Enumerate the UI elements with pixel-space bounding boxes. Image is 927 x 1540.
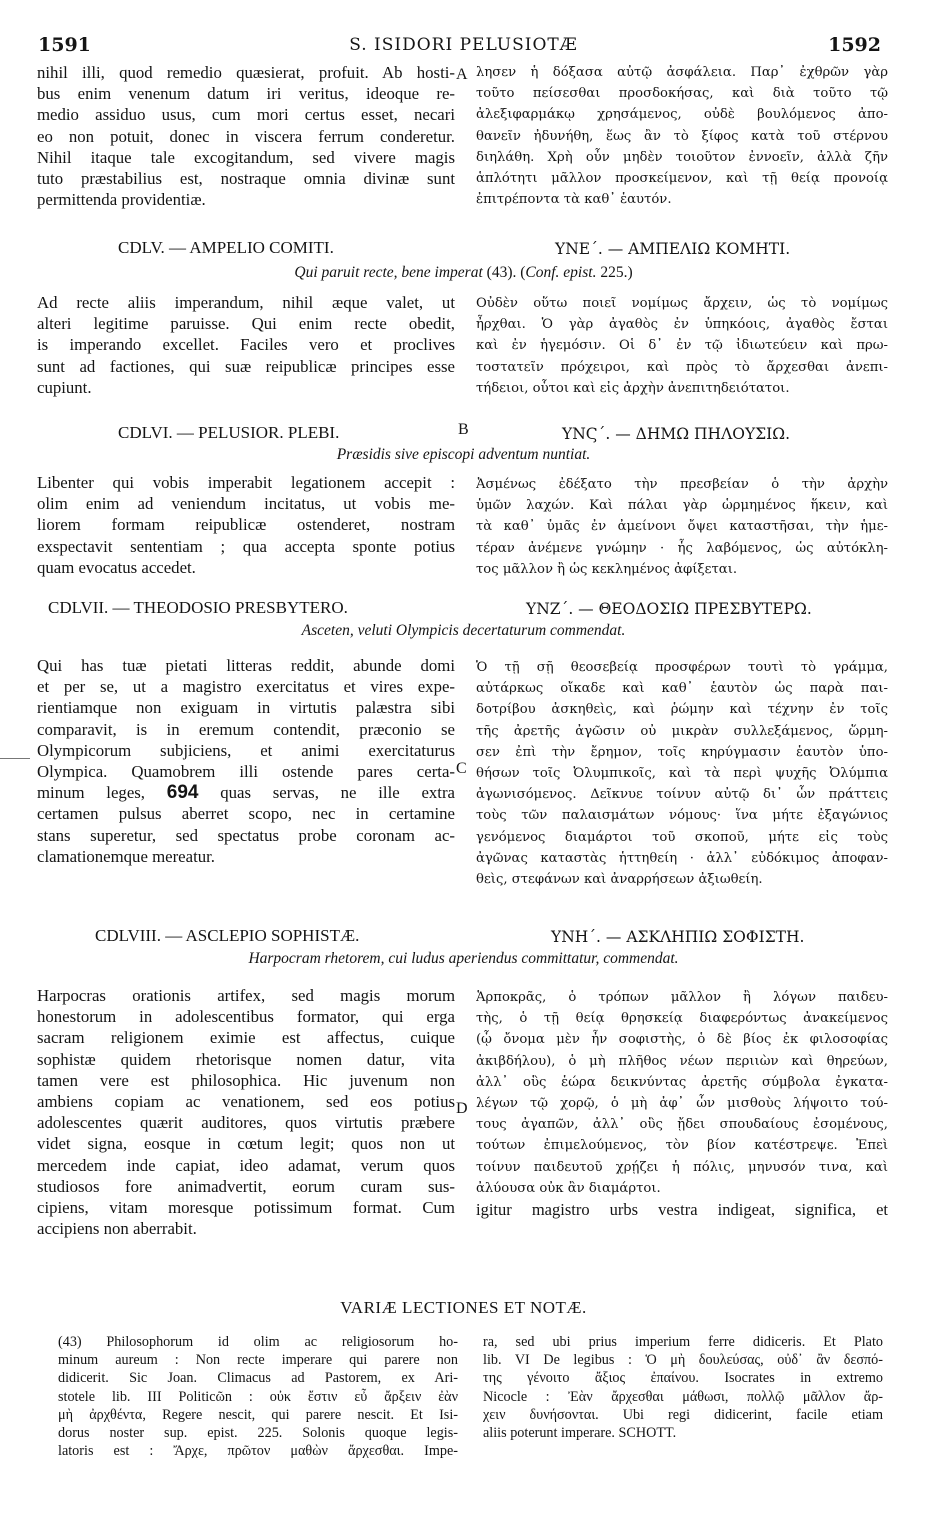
latin-column-continuation xyxy=(37,62,455,210)
text-line: θεὶς, στεφάνων καὶ ἀναρρήσεων ἀξιωθείη. xyxy=(476,872,763,888)
text-line: σεν ἐπὶ τὴν ἔρημον, τοῖς κηρύγμασιν ἑαυτὸν ὑπο- xyxy=(476,744,888,760)
text-line: exspectavit sententiam ; qua accepta sponte potius xyxy=(37,536,455,556)
text-line: ἀλύουσα οὐκ ἂν διαμάρτοι. xyxy=(476,1180,661,1196)
text-line: θήσων τοῖς Ὀλυμπικοῖς, καὶ τὰ περὶ ψυχῆς Ὀλύμπια xyxy=(476,766,888,782)
text-line: τοῦτο πείσεσθαι προσδοκήσας, καὶ διὰ τοῦτο τῷ xyxy=(476,86,888,102)
text-line: τὴς, ὁ τῇ θείᾳ θρησκείᾳ διαφερόντως ἀνακείμενος xyxy=(476,1011,888,1027)
latin-column xyxy=(37,985,455,1239)
note-line: didicerit. Sic Joan. Climacus ad Pastorem, ex Ari- xyxy=(58,1370,458,1387)
letter-title-latin: CDLVII. — THEODOSIO PRESBYTERO. xyxy=(48,598,348,617)
text-line: permittenda providentiæ. xyxy=(37,190,206,210)
greek-column xyxy=(476,987,888,1220)
margin-letter-c: C xyxy=(456,760,467,777)
note-line: της γένοιτο ἄξιος ἐπαίνου. Isocrates in extremo xyxy=(483,1370,883,1387)
text-line: καὶ ἐν ἡγεμόσιν. Οἱ δ᾽ ἐν τῷ ἰδιωτεύειν καὶ πρω- xyxy=(476,338,888,354)
note-line: (43) Philosophorum id olim ac religiosorum ho- xyxy=(58,1334,458,1350)
note-line: μὴ ἀρχθέντα, Regere nescit, qui parere nescit. Et Isi- xyxy=(58,1406,458,1423)
margin-rule xyxy=(0,758,30,759)
note-line: dorus noster sup. epist. 225. Solonis quoque legis- xyxy=(58,1425,458,1442)
letter-summary: Asceten, veluti Olympicis decertaturum commendat. xyxy=(301,622,626,639)
text-line: olim enim ad veniendum incitatus, ut vobis me- xyxy=(37,494,455,514)
text-line: Harpocras orationis artifex, sed magis morum xyxy=(37,986,455,1005)
text-line: Ἀσμένως ἐδέξατο τὴν πρεσβείαν ὁ τὴν ἀρχὴν xyxy=(476,477,888,492)
text-line: quam evocatus accedet. xyxy=(37,557,196,577)
text-line: adolescentes quærit auditores, quos virtutis præbere xyxy=(37,1113,455,1133)
summary-ref-start: (43). ( xyxy=(486,264,526,281)
text-line: (ᾧ ὄνομα μὲν ἦν σοφιστὴς, ὁ δὲ βίος ἐκ φιλοσοφίας xyxy=(476,1032,888,1048)
margin-letter-b: B xyxy=(458,421,469,438)
text-line: Ad recte aliis imperandum, nihil æque valet, ut xyxy=(37,293,455,312)
letter-title-greek: ΥΝΗ΄. — ΑΣΚΛΗΠΙΩ ΣΟΦΙΣΤΗ. xyxy=(551,928,805,946)
column-number: 694 xyxy=(166,782,199,804)
text-line: τους ἀγαπῶν, ἀλλ᾽ οὓς ᾔδει σπουδαίους ἐσομένους, xyxy=(476,1117,888,1133)
text-line: liorem formam reipublicæ ostenderet, nostram xyxy=(37,515,455,535)
latin-column xyxy=(37,292,455,398)
text-line: ἀλλ᾽ οὓς ἑώρα δεικνύντας ἀρετῆς σύμβολα ἐγκατα- xyxy=(476,1074,888,1090)
text-segment: quas servas, ne ille extra xyxy=(220,783,455,803)
text-line: τοίνυν παιδευτοῦ χρῄζει ἡ πόλις, μηνυσόν τινα, καὶ xyxy=(476,1159,888,1175)
note-line: stotele lib. III Politicῶn : οὐκ ἔστιν εὖ ἄρξειν ἐὰν xyxy=(58,1388,458,1405)
text-line: Olympica. Quamobrem illi ostende pares certa- xyxy=(37,762,455,782)
text-line: Οὐδὲν οὕτω ποιεῖ νομίμως ἄρχειν, ὡς τὸ νομίμως xyxy=(476,296,888,311)
letter-title-latin: CDLVI. — PELUSIOR. PLEBI. xyxy=(118,423,340,442)
text-line: λέγων τῷ χορῷ, ὁ μὴ ἀφ᾽ ὧν μισθοὺς λήψοιτο τού- xyxy=(476,1096,888,1112)
letter-title-greek: ΥΝΖ΄. — ΘΕΟΔΟΣΙΩ ΠΡΕΣΒΥΤΕΡΩ. xyxy=(526,600,812,618)
latin-column xyxy=(37,655,455,867)
text-line: λησεν ἡ δόξασα αὐτῷ ἀσφάλεια. Παρ᾽ ἐχθρῶν γὰρ xyxy=(476,65,888,80)
text-line: ἀγωνισόμενος. Δεῖκνυε τοίνυν αὐτῷ δι᾽ ὧν πράττεις xyxy=(476,787,888,803)
text-line: γενόμενος διαμάρτοι τοῦ σκοποῦ, μήτε εἰς τοὺς xyxy=(476,829,888,845)
text-line: eo non potuit, donec in viscera ferrum conderetur. xyxy=(37,126,455,146)
left-page-number: 1591 xyxy=(38,34,91,56)
greek-column-continuation xyxy=(476,62,888,210)
text-line: clamationemque mereatur. xyxy=(37,846,215,866)
note-line: Nicocle : Ἐὰν ἄρχεσθαι μάθωσι, πολλῷ μᾶλλον ἄρ- xyxy=(483,1388,883,1405)
text-line: sophistæ quidem rhetorisque nomen datur, vita xyxy=(37,1049,455,1069)
page-header xyxy=(0,34,927,58)
text-line: τοστατεῖν πρόχειροι, καὶ πρὸς τὸ ἄρχεσθαι ἀνεπι- xyxy=(476,359,888,375)
text-line: τὰ καθ᾽ ὑμᾶς ἐν ἀμείνονι ὄψει καταστῆσαι, τὴν ἡμε- xyxy=(476,519,888,535)
text-line: ἀλεξιφαρμάκῳ χρησάμενος, οὐδὲ βουλόμενος ἀπο- xyxy=(476,107,888,123)
text-line: bus enim venenum datum iri veritus, ideoque re- xyxy=(37,84,455,104)
text-line: ὑμῶν λαχών. Καὶ πάλαι γὰρ ὡρμημένος ἥκειν, καὶ xyxy=(476,498,888,514)
text-line: διηλάθη. Χρὴ οὖν μηδὲν τοιοῦτον ἐννοεῖν, ἀλλὰ ζῆν xyxy=(476,149,888,165)
summary-reference xyxy=(487,264,633,281)
text-line: τούτων ἐπιμελούμενος, τὸν βίον κατέστρεψε. Ἐπεὶ xyxy=(476,1138,888,1154)
letter-summary: Harpocram rhetorem, cui ludus aperiendus committatur, commendat. xyxy=(248,950,679,967)
text-line: tamen vere est philosophica. Hic juvenum non xyxy=(37,1070,455,1090)
text-line: Ὁ τῇ σῇ θεοσεβείᾳ προσφέρων τουτὶ τὸ γράμμα, xyxy=(476,660,888,675)
summary-ref-end: 225.) xyxy=(596,264,633,281)
latin-column xyxy=(37,472,455,578)
summary-ref-italic: Conf. epist. xyxy=(525,264,597,281)
letter-title-greek: ΥΝϚ΄. — ΔΗΜΩ ΠΗΛΟΥΣΙΩ. xyxy=(562,425,791,443)
text-line: rientiamque non exiguam in virtutis palæstra sibi xyxy=(37,698,455,718)
text-line: τήδειοι, οὗτοι καὶ εἰς ἀρχὴν ἀνεπιτηδειότατοι. xyxy=(476,380,790,396)
letter-summary: Præsidis sive episcopi adventum nuntiat. xyxy=(336,446,591,463)
letter-title-greek: ΥΝΕ΄. — ΑΜΠΕΛΙΩ ΚΟΜΗΤΙ. xyxy=(555,240,791,258)
margin-letter-a: A xyxy=(456,66,468,83)
note-line: aliis poterunt imperare. SCHOTT. xyxy=(483,1425,677,1442)
margin-letter-d: D xyxy=(456,1100,468,1117)
text-line: medio assiduo usus, cum mori certus esset, necari xyxy=(37,105,455,125)
text-line: ἁπλότητι μᾶλλον προσκείμενον, καὶ τῇ θείᾳ προνοίᾳ xyxy=(476,171,888,187)
running-title: S. ISIDORI PELUSIOTÆ xyxy=(349,35,578,55)
text-line: sacram religionem eximie est affectus, cuique xyxy=(37,1028,455,1048)
text-line: ἐπιτρέποντα τὰ καθ᾽ ἑαυτόν. xyxy=(476,192,672,208)
note-line: ra, sed ubi prius imperium ferre didiceris. Et Plato xyxy=(483,1334,883,1350)
text-line: τῆς ἀρετῆς ἀγῶσιν οὐ μικρὰν συλλεξάμενος, ὥρμη- xyxy=(476,723,888,739)
text-line: tuto præstabilius est, nostraque omnia divinæ sunt xyxy=(37,169,455,189)
text-line: sunt ad factiones, qui suæ reipublicæ principes esse xyxy=(37,356,455,376)
text-line: ἀγῶνας καταστὰς ἡττηθείη · ἀλλ᾽ εὐδόκιμος ἀποφαν- xyxy=(476,850,888,866)
note-line: lib. VI De legibus : Ὁ μὴ δουλεύσας, οὐδ᾽ ἂν δεσπό- xyxy=(483,1352,883,1369)
text-line: stans superetur, sed spectatus probe coronam ac- xyxy=(37,825,455,845)
letter-title-latin: CDLVIII. — ASCLEPIO SOPHISTÆ. xyxy=(95,926,360,945)
text-line-latin: igitur magistro urbs vestra indigeat, significa, et xyxy=(476,1200,888,1220)
text-line: accipiens non aberrabit. xyxy=(37,1219,197,1239)
summary-text: Qui paruit recte, bene imperat xyxy=(294,264,483,281)
text-line: mercedem inde capiat, ideo adamat, verum quos xyxy=(37,1155,455,1175)
note-line: minum aureum : Non recte imperare qui parere non xyxy=(58,1352,458,1369)
text-line: Libenter qui vobis imperabit legationem accepit : xyxy=(37,473,455,492)
text-line: τέραν ἀνέμενε γνώμην · ἧς λαβόμενος, ὡς αὐτόκλη- xyxy=(476,540,888,556)
notes-left-column xyxy=(58,1333,458,1460)
text-line: certamen pulsus aberret scopo, nec in certamine xyxy=(37,804,455,824)
text-line: is imperando excellet. Faciles vero et proclives xyxy=(37,335,455,355)
notes-right-column xyxy=(483,1333,883,1442)
text-line: αὐτάρκως οἴκαδε καὶ καθ᾽ ἑαυτὸν ὡς παρὰ παι- xyxy=(476,681,888,697)
greek-column xyxy=(476,657,888,890)
text-line: θανεῖν ἠδυνήθη, ἕως ἂν τὸ ξίφος κατὰ τοῦ στέρνου xyxy=(476,128,888,144)
text-segment: minum leges, xyxy=(37,783,145,803)
right-page-number: 1592 xyxy=(828,34,881,56)
text-line: Qui has tuæ pietati litteras reddit, abunde domi xyxy=(37,656,455,675)
text-line: ambiens copiam ac venationem, sed eos potius xyxy=(37,1092,455,1112)
note-line: latoris est : Ἄρχε, πρῶτον μαθὼν ἄρχεσθαι. Impe- xyxy=(58,1443,458,1460)
letter-summary xyxy=(0,264,927,282)
text-line xyxy=(37,782,455,803)
letter-title-latin: CDLV. — AMPELIO COMITI. xyxy=(118,238,334,257)
text-line: cipiens, vitam moresque potissimum format. Cum xyxy=(37,1198,455,1218)
greek-column xyxy=(476,293,888,399)
text-line: τοὺς τῶν παλαισμάτων νόμους· ἵνα μήτε ἐξαγώνιος xyxy=(476,808,888,824)
text-line: Nihil itaque tale excogitandum, sed vivere magis xyxy=(37,147,455,167)
text-line: studiosos fore animadvertit, eorum curam sus- xyxy=(37,1176,455,1196)
text-line: ἦρχθαι. Ὁ γὰρ ἀγαθὸς ἐν ὑπηκόοις, ἀγαθὸς ἔσται xyxy=(476,317,888,333)
text-line: Olympicorum subjiciens, et animi exercitaturus xyxy=(37,740,455,760)
text-line: honestorum in adolescentibus formator, qui erga xyxy=(37,1007,455,1027)
text-line: alteri legitime paruisse. Qui enim recte obedit, xyxy=(37,314,455,334)
text-line: δοτρίβου ἀσκηθεὶς, καὶ ῥώμην καὶ τέχνην ἐν τοῖς xyxy=(476,702,888,718)
text-line: et per se, ut a magistro exercitatus et vires expe- xyxy=(37,677,455,697)
text-line: ἀκιβδήλου), ὁ μὴ πλῆθος νέων περιιὼν καὶ θηρεύων, xyxy=(476,1053,888,1069)
note-line: χειν δυνήσονται. Ubi regi didicerint, facile etiam xyxy=(483,1406,883,1423)
notes-heading: VARIÆ LECTIONES ET NOTÆ. xyxy=(340,1298,587,1317)
text-line: cupiunt. xyxy=(37,377,92,397)
text-line: nihil illi, quod remedio quæsierat, profuit. Ab hosti- xyxy=(37,63,455,82)
text-line: Ἁρποκρᾶς, ὁ τρόπων μᾶλλον ἢ λόγων παιδευ- xyxy=(476,990,888,1005)
text-line: comparavit, is in eremum contendit, præconio se xyxy=(37,719,455,739)
greek-column xyxy=(476,474,888,580)
text-line: videt signa, eosque in cœtum legit; quos non ut xyxy=(37,1134,455,1154)
text-line: τος μᾶλλον ἢ ὡς κεκλημένος ἀφίξεται. xyxy=(476,561,738,577)
